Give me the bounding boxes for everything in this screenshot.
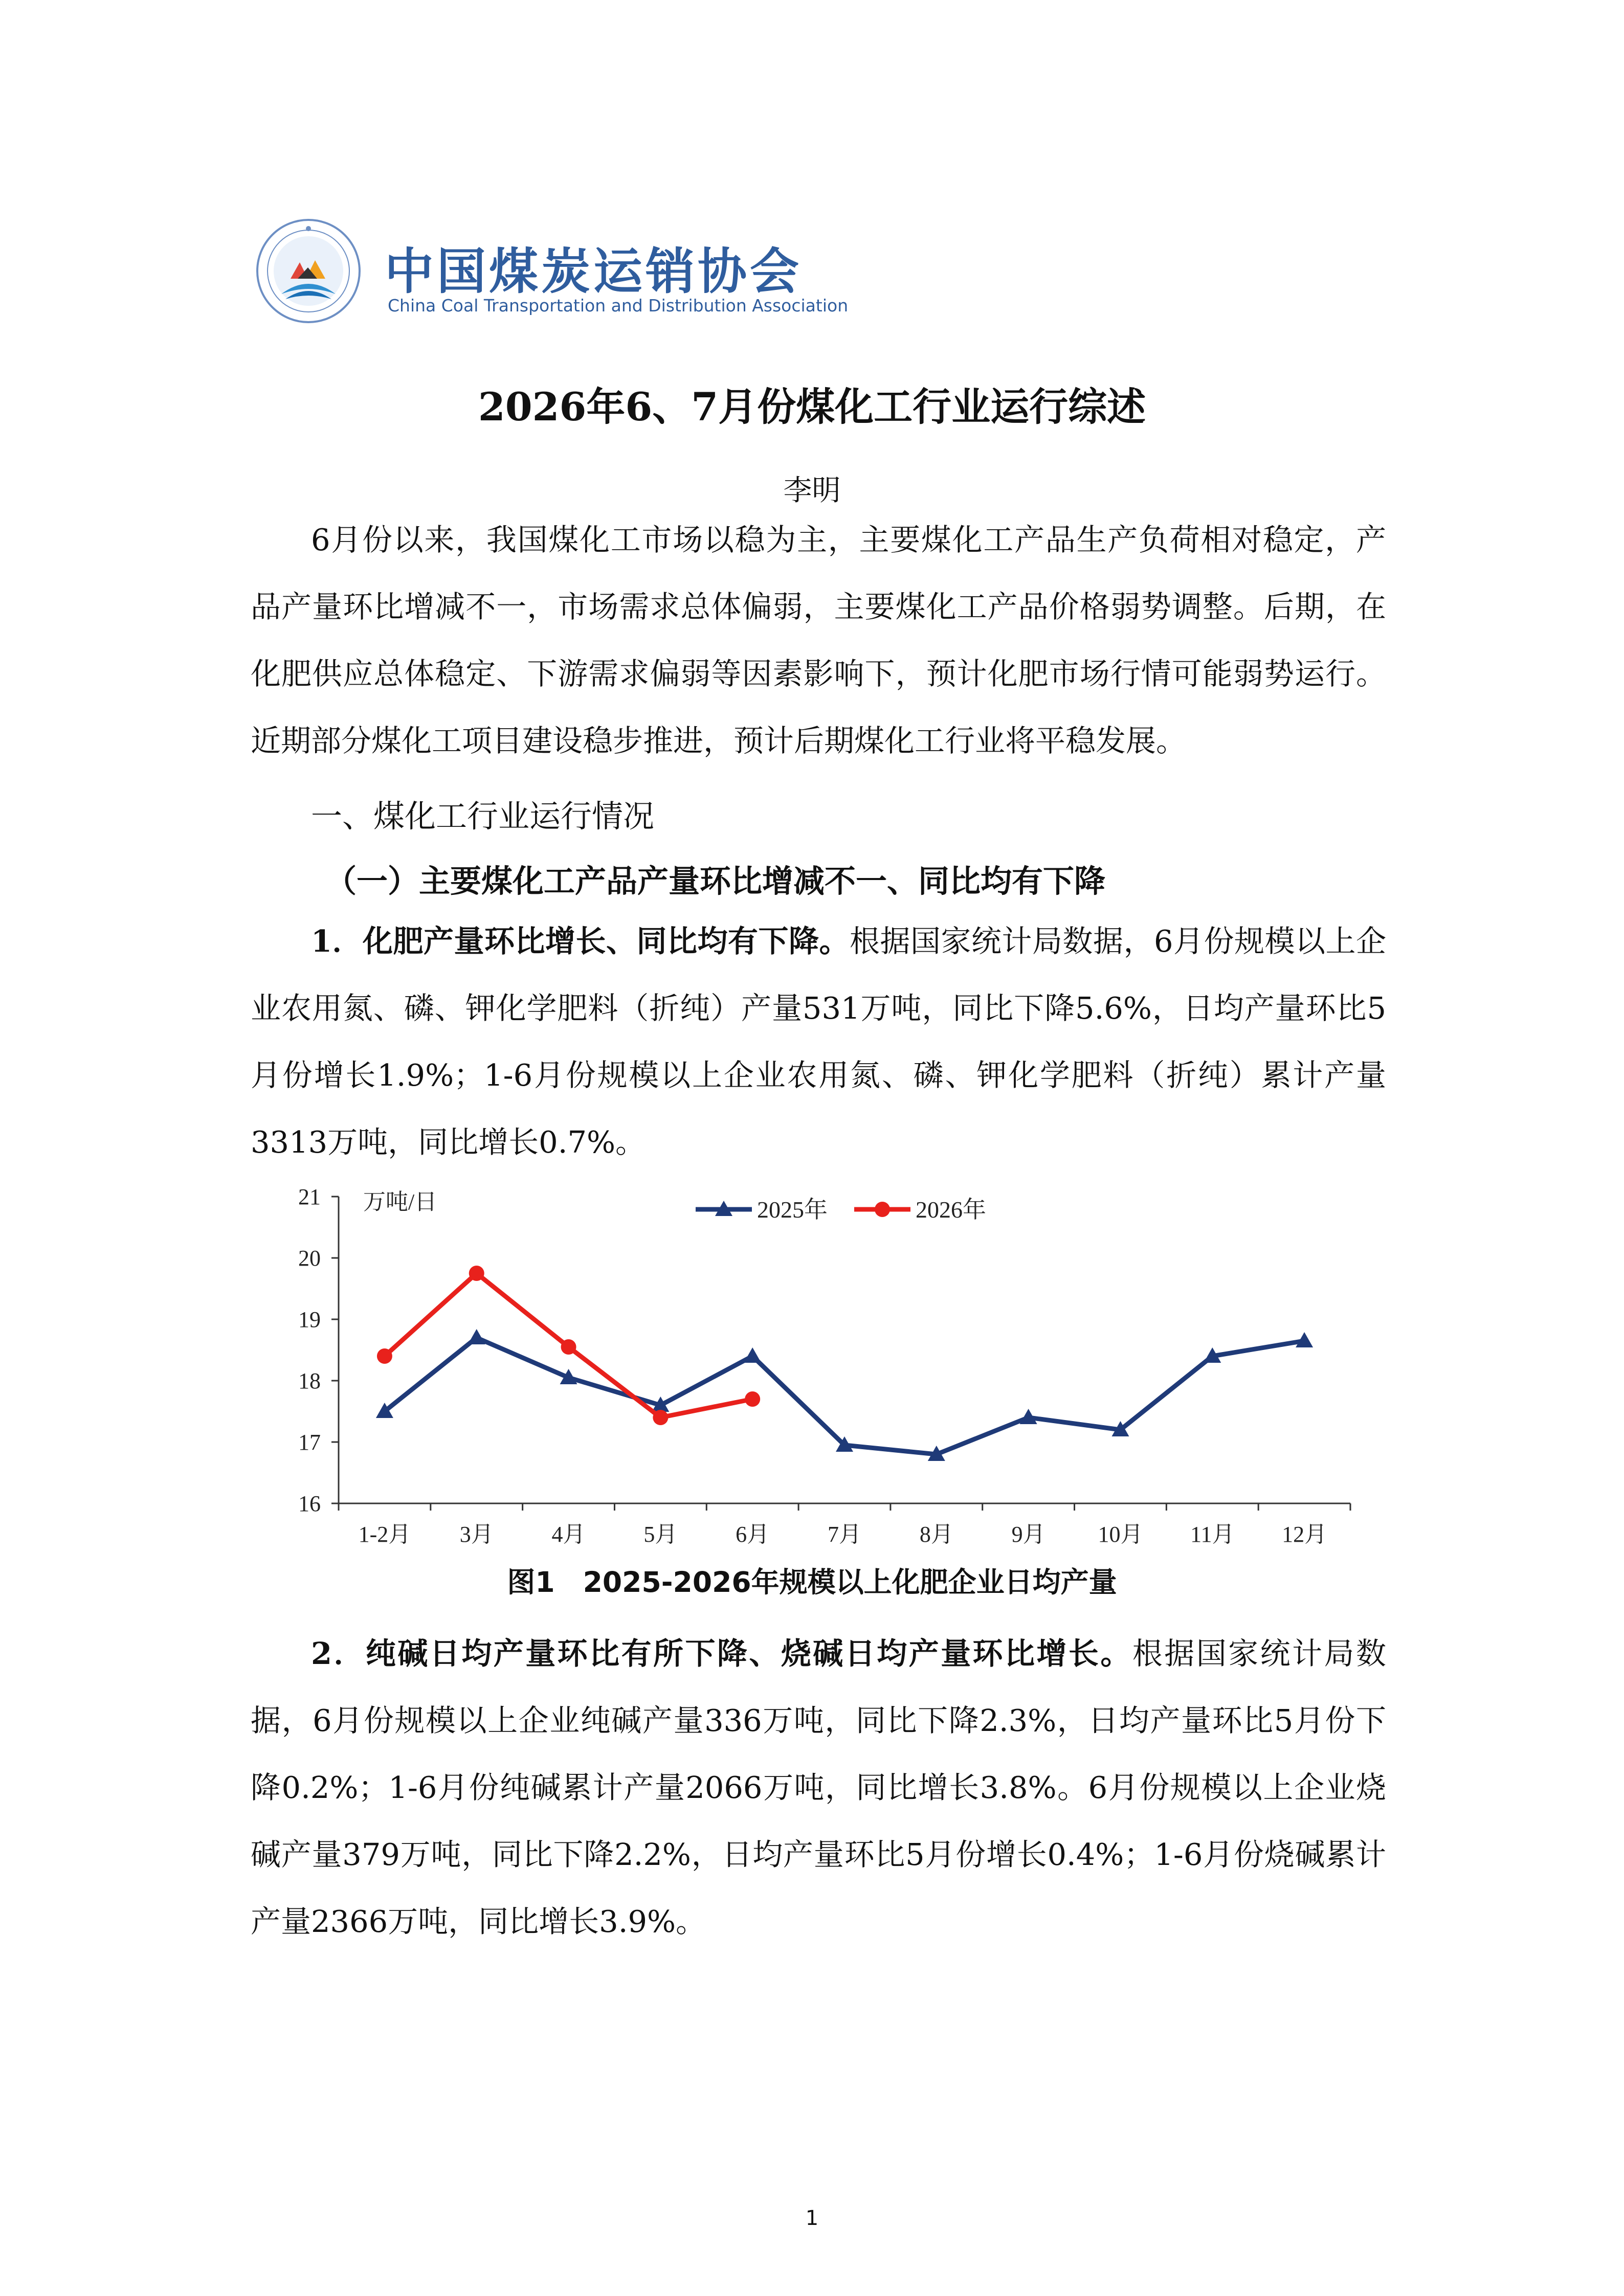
x-tick-label: 12月 xyxy=(1282,1522,1327,1547)
y-tick-label: 16 xyxy=(298,1491,321,1516)
document-title: 2026年6、7月份煤化工行业运行综述 xyxy=(478,384,1146,430)
x-tick-label: 6月 xyxy=(736,1522,770,1547)
paragraph-body: 根据国家统计局数据，6月份规模以上企业农用氮、磷、钾化学肥料（折纯）产量531万吨，同比下降5.6%，日均产量环比5月份增长1.9%；1-6月份规模以上企业农用氮、磷、钾化学肥料（折纯）累计产量3313万吨，同比增长0.7%。 xyxy=(251,924,1386,1160)
subsection-heading: （一）主要煤化工产品产量环比增减不一、同比均有下降 xyxy=(325,863,1106,899)
data-point-triangle xyxy=(744,1347,761,1363)
x-tick-label: 8月 xyxy=(919,1522,953,1547)
data-point-circle xyxy=(469,1266,484,1281)
fertilizer-paragraph xyxy=(251,908,1386,1176)
y-tick-labels xyxy=(298,1184,321,1516)
chart-axes xyxy=(331,1197,1350,1511)
legend-marker-circle xyxy=(875,1202,890,1217)
chart-legend xyxy=(696,1197,986,1223)
soda-paragraph xyxy=(251,1620,1386,1955)
x-tick-label: 7月 xyxy=(828,1522,861,1547)
data-point-circle xyxy=(377,1348,392,1364)
data-point-triangle xyxy=(468,1329,485,1344)
y-tick-label: 17 xyxy=(298,1430,321,1455)
x-tick-label: 9月 xyxy=(1011,1522,1045,1547)
section-heading: 一、煤化工行业运行情况 xyxy=(311,798,655,835)
legend-label: 2025年 xyxy=(757,1197,828,1223)
fertilizer-daily-output-chart xyxy=(251,1174,1407,1562)
association-seal-logo xyxy=(255,217,362,325)
page-number: 1 xyxy=(805,2207,819,2230)
x-tick-label: 11月 xyxy=(1190,1522,1235,1547)
x-tick-label: 4月 xyxy=(551,1522,586,1547)
paragraph-lead: 1．化肥产量环比增长、同比均有下降。 xyxy=(311,924,850,959)
author: 李明 xyxy=(783,474,841,507)
paragraph-body: 根据国家统计局数据，6月份规模以上企业纯碱产量336万吨，同比下降2.3%，日均产量环比5月份下降0.2%；1-6月份纯碱累计产量2066万吨，同比增长3.8%。6月份规模以上企业烧碱产量379万吨，同比下降2.2%，日均产量环比5月份增长0.4%；1-6月份烧碱累计产量2366万吨，同比增长3.9%。 xyxy=(251,1636,1386,1939)
x-tick-labels xyxy=(359,1522,1327,1547)
x-tick-label: 3月 xyxy=(459,1522,494,1547)
y-axis-unit-label: 万吨/日 xyxy=(363,1189,437,1214)
data-point-circle xyxy=(653,1410,668,1425)
chart-series xyxy=(376,1266,1313,1461)
data-point-circle xyxy=(561,1339,576,1355)
figure-caption: 图1 2025-2026年规模以上化肥企业日均产量 xyxy=(507,1566,1117,1599)
y-tick-label: 21 xyxy=(298,1184,321,1209)
x-tick-label: 10月 xyxy=(1098,1522,1143,1547)
x-tick-label: 5月 xyxy=(643,1522,678,1547)
organization-name-en: China Coal Transportation and Distribution Association xyxy=(388,296,849,316)
legend-label: 2026年 xyxy=(916,1197,986,1223)
intro-paragraph: 6月份以来，我国煤化工市场以稳为主，主要煤化工产品生产负荷相对稳定，产品产量环比增减不一，市场需求总体偏弱，主要煤化工产品价格弱势调整。后期，在化肥供应总体稳定、下游需求偏弱等因素影响下，预计化肥市场行情可能弱势运行。近期部分煤化工项目建设稳步推进，预计后期煤化工行业将平稳发展。 xyxy=(251,522,1386,758)
data-point-circle xyxy=(745,1391,760,1407)
organization-name-cn: 中国煤炭运销协会 xyxy=(385,243,802,300)
y-tick-label: 18 xyxy=(298,1368,321,1393)
x-tick-label: 1-2月 xyxy=(358,1522,411,1547)
y-tick-label: 20 xyxy=(298,1246,321,1271)
y-tick-label: 19 xyxy=(298,1307,321,1332)
paragraph-lead: 2．纯碱日均产量环比有所下降、烧碱日均产量环比增长。 xyxy=(311,1636,1132,1671)
